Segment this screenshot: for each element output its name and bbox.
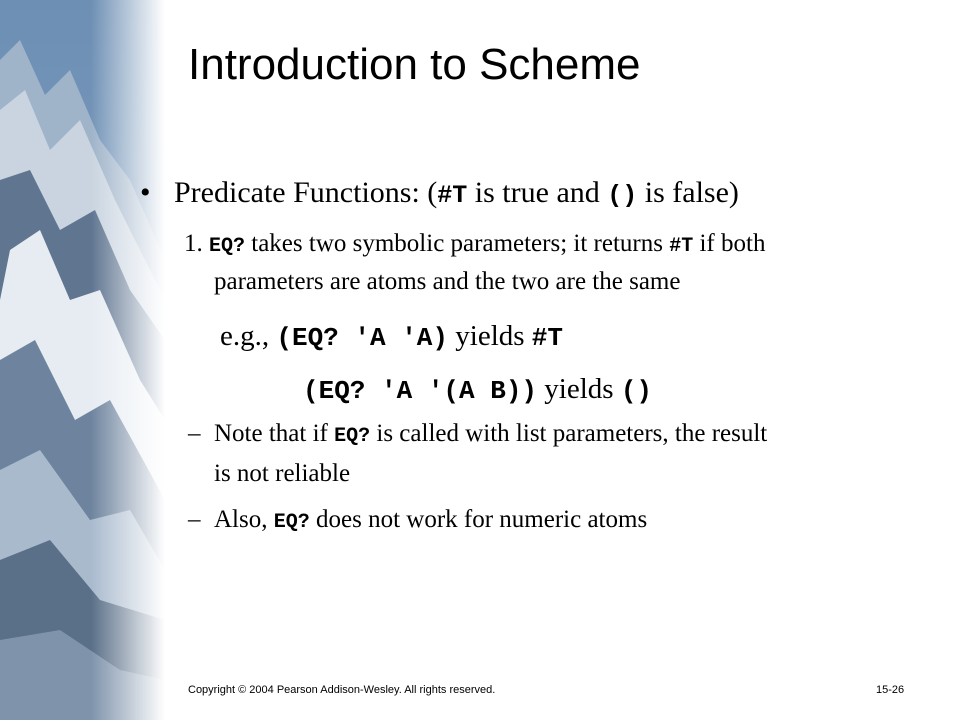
example2-line	[303, 373, 652, 406]
note1-post: is called with list parameters, the result	[370, 420, 768, 447]
note2-post: does not work for numeric atoms	[309, 506, 648, 533]
note2-keyword: EQ?	[273, 511, 310, 534]
item1-number: 1.	[184, 230, 209, 257]
bullet-predicate-functions	[174, 176, 739, 210]
note1-line	[214, 420, 767, 448]
slide-title: Introduction to Scheme	[188, 40, 641, 89]
bullet-text-post: is false)	[637, 176, 739, 209]
mountain-photo-decoration	[0, 0, 165, 720]
copyright-footer: Copyright © 2004 Pearson Addison-Wesley. All rights reserved.	[188, 684, 496, 696]
dash-icon: –	[188, 506, 201, 533]
note1-pre: Note that if	[214, 420, 335, 447]
item1-keyword: EQ?	[209, 235, 246, 258]
example1-yields: yields	[448, 320, 532, 352]
bullet-text-mid: is true and	[467, 176, 608, 209]
bullet-icon: •	[140, 176, 151, 209]
item1-continuation: parameters are atoms and the two are the same	[214, 268, 681, 295]
note2-pre: Also,	[214, 506, 274, 533]
bullet-text-pre: Predicate Functions: (	[174, 176, 438, 209]
note2-line	[214, 506, 647, 534]
dash-icon: –	[188, 420, 201, 447]
example2-yields: yields	[537, 373, 621, 405]
note1-continuation: is not reliable	[214, 460, 351, 487]
page-number: 15-26	[876, 684, 905, 696]
example2-expr: (EQ? 'A '(A B))	[303, 376, 538, 406]
example1-result: #T	[531, 323, 564, 353]
note1-keyword: EQ?	[334, 425, 371, 448]
example1-prefix: e.g.,	[220, 320, 277, 352]
item1-line	[184, 230, 765, 258]
item1-true-token: #T	[669, 235, 694, 258]
true-token: #T	[437, 181, 468, 210]
item1-text-b: if both	[693, 230, 766, 257]
example1-line	[220, 320, 563, 353]
item1-text-a: takes two symbolic parameters; it returns	[245, 230, 670, 257]
example2-result: ()	[620, 376, 653, 406]
example1-expr: (EQ? 'A 'A)	[276, 323, 449, 353]
false-token: ()	[607, 181, 638, 210]
